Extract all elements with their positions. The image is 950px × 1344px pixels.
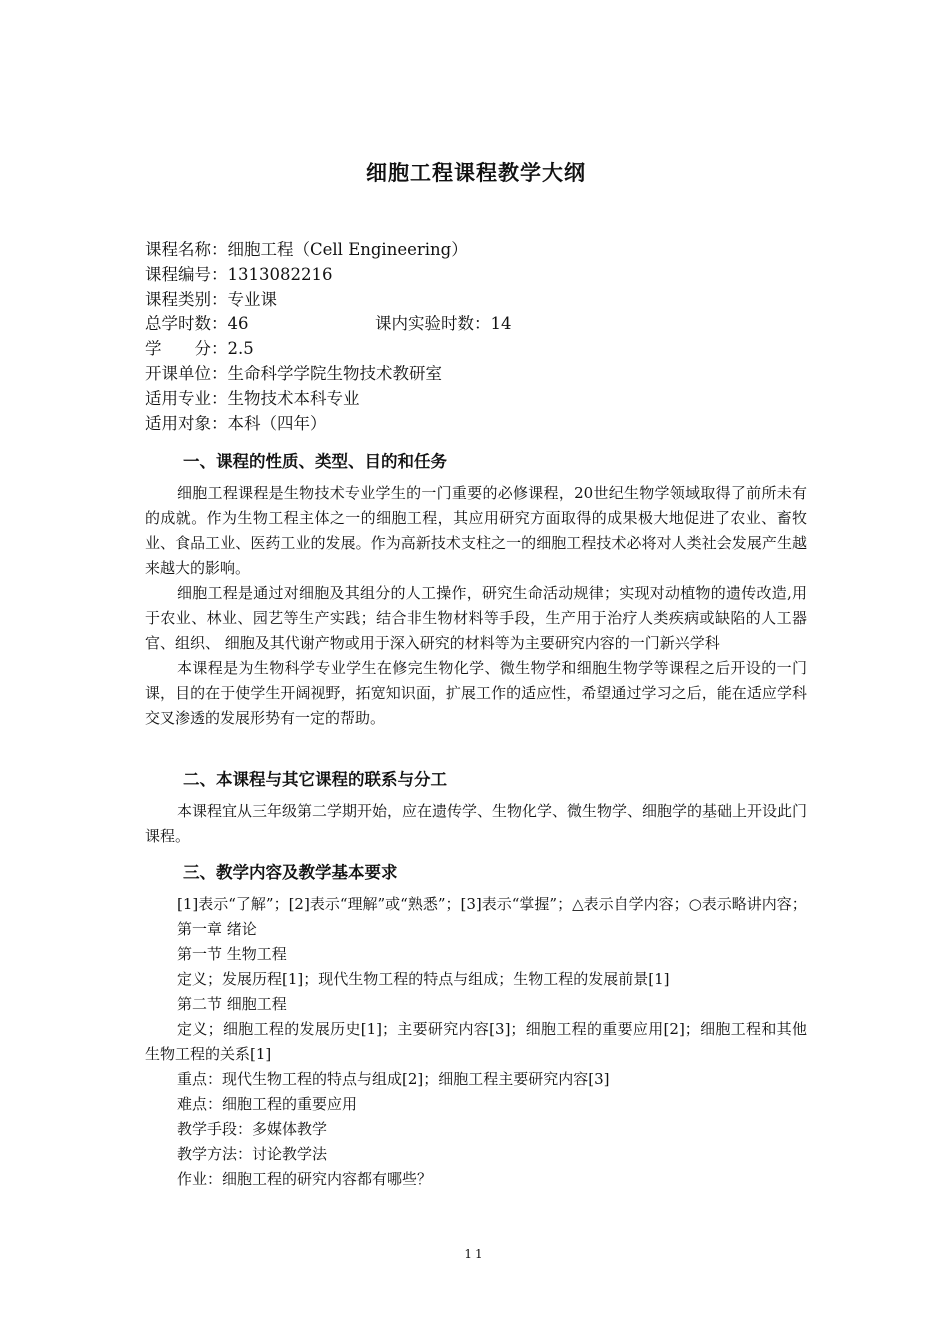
section-1	[145, 448, 807, 731]
chapter-1-title: 第一章 绪论	[177, 920, 257, 938]
major: 适用专业：生物技术本科专业	[145, 388, 360, 408]
course-type: 课程类别：专业课	[145, 289, 277, 309]
course-code: 课程编号：1313082216	[145, 264, 333, 284]
teaching-means: 教学手段：多媒体教学	[177, 1120, 328, 1138]
document-title: 细胞工程课程教学大纲	[366, 161, 586, 185]
section-1-paragraph-1: 细胞工程课程是生物技术专业学生的一门重要的必修课程，20世纪生物学领域取得了前所未有的成就。作为生物工程主体之一的细胞工程，其应用研究方面取得的成果极大地促进了农业、畜牧业、食品工业、医药工业的发展。作为高新技术支柱之一的细胞工程技术必将对人类社会发展产生越来越大的影响。	[145, 484, 807, 577]
section-1-paragraph-3: 本课程是为生物科学专业学生在修完生物化学、微生物学和细胞生物学等课程之后开设的一门课，目的在于使学生开阔视野，拓宽知识面，扩展工作的适应性，希望通过学习之后，能在适应学科交叉渗透的发展形势有一定的帮助。	[145, 659, 807, 727]
section-2	[145, 766, 807, 849]
section-3	[145, 859, 807, 1192]
teaching-method: 教学方法：讨论教学法	[177, 1145, 328, 1163]
grading-legend: [1]表示“了解”；[2]表示“理解”或“熟悉”；[3]表示“掌握”；△表示自学内容；○表示略讲内容；	[177, 895, 807, 913]
section-1-1-definition: 定义；发展历程[1]；现代生物工程的特点与组成；生物工程的发展前景[1]	[177, 970, 670, 988]
key-points: 重点：现代生物工程的特点与组成[2]；细胞工程主要研究内容[3]	[177, 1070, 610, 1088]
department: 开课单位：生命科学学院生物技术教研室	[145, 363, 442, 383]
section-1-heading: 一、课程的性质、类型、目的和任务	[183, 452, 447, 471]
credits: 学 分：2.5	[145, 339, 254, 359]
difficulty: 难点：细胞工程的重要应用	[177, 1095, 358, 1113]
section-1-paragraph-2: 细胞工程是通过对细胞及其组分的人工操作，研究生命活动规律；实现对动植物的遗传改造,用于农业、林业、园艺等生产实践；结合非生物材料等手段，生产用于治疗人类疾病或缺陷的人工器官、组织、 细胞及其代谢产物或用于深入研究的材料等为主要研究内容的一门新兴学科	[145, 584, 807, 652]
section-2-paragraph-1: 本课程宜从三年级第二学期开始，应在遗传学、生物化学、微生物学、细胞学的基础上开设此门课程。	[145, 802, 808, 845]
audience: 适用对象：本科（四年）	[145, 413, 327, 433]
course-info	[145, 238, 512, 436]
course-name: 课程名称：细胞工程（Cell Engineering）	[145, 240, 468, 259]
section-1-1-title: 第一节 生物工程	[177, 945, 287, 963]
section-2-heading: 二、本课程与其它课程的联系与分工	[183, 770, 447, 789]
section-1-2-title: 第二节 细胞工程	[177, 995, 287, 1013]
page-number: 11	[464, 1247, 486, 1261]
section-1-2-definition: 定义；细胞工程的发展历史[1]；主要研究内容[3]；细胞工程的重要应用[2]；细胞工程和其他生物工程的关系[1]	[145, 1020, 807, 1063]
lab-hours: 课内实验时数：14	[375, 314, 512, 334]
homework: 作业：细胞工程的研究内容都有哪些？	[177, 1170, 433, 1188]
section-3-heading: 三、教学内容及教学基本要求	[183, 863, 398, 882]
hours-row	[145, 312, 512, 337]
total-hours: 总学时数：46	[145, 314, 249, 334]
